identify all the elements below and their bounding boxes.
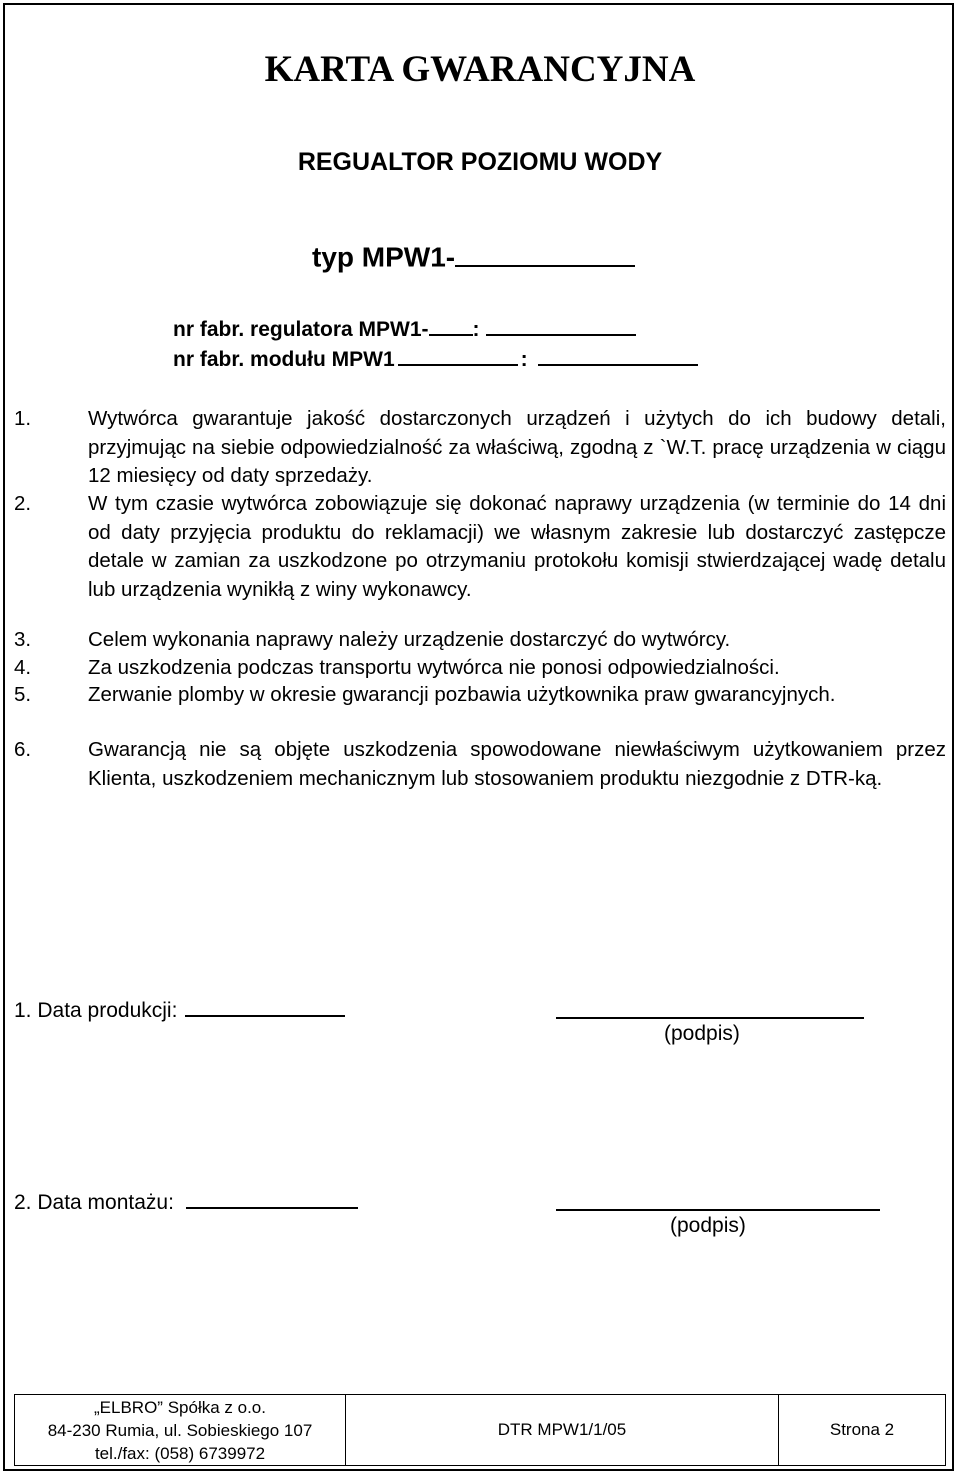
- installation-signature-label: (podpis): [670, 1214, 746, 1237]
- footer-document-code-cell: [346, 1395, 779, 1466]
- production-signature-line: [556, 1017, 864, 1019]
- footer-phone: tel./fax: (058) 6739972: [94, 1443, 266, 1463]
- serial-regulator-line: [173, 314, 636, 342]
- term-item-2: [14, 490, 946, 604]
- term-text: W tym czasie wytwórca zobowiązuje się dokonać naprawy urządzenia (w terminie do 14 dni od daty przyjęcia produktu do reklamacji) we własnym zakresie lub dostarczyć zastępcze detale w zamian za uszkodzone po otrzymaniu protokołu komisji stwierdzającej wadę detalu lub urządzenia wynikłą z winy wykonawcy.: [88, 492, 946, 601]
- term-number: 2.: [14, 492, 32, 515]
- serial-regulator-colon: :: [472, 317, 480, 341]
- production-date-label: 1. Data produkcji:: [14, 998, 178, 1022]
- term-text: Zerwanie plomby w okresie gwarancji pozbawia użytkownika praw gwarancyjnych.: [88, 683, 836, 706]
- serial-regulator-blank-1: [429, 314, 473, 336]
- term-item-6: [14, 736, 946, 793]
- term-text: Celem wykonania naprawy należy urządzenie dostarczyć do wytwórcy.: [88, 628, 731, 651]
- serial-module-label: nr fabr. modułu MPW1: [173, 347, 395, 371]
- footer-company-cell: [15, 1395, 346, 1466]
- footer-page-number: Strona 2: [829, 1420, 895, 1439]
- term-number: 1.: [14, 407, 32, 430]
- term-number: 6.: [14, 738, 32, 761]
- production-date-field: [14, 995, 345, 1023]
- footer-page-cell: [779, 1395, 946, 1466]
- installation-date-field: [14, 1187, 358, 1215]
- footer-address: 84-230 Rumia, ul. Sobieskiego 107: [47, 1420, 313, 1440]
- serial-module-line: [173, 344, 698, 372]
- serial-module-colon: :: [520, 347, 528, 371]
- production-date-blank: [185, 995, 345, 1017]
- term-item-3: [14, 626, 946, 655]
- document-subtitle: REGUALTOR POZIOMU WODY: [297, 148, 663, 176]
- term-text: Wytwórca gwarantuje jakość dostarczonych urządzeń i użytych do ich budowy detali, przyjmując na siebie odpowiedzialność za właściwą, zgodną z `W.T. pracę urządzenia w ciągu 12 miesięcy od daty sprzedaży.: [88, 407, 946, 487]
- serial-regulator-blank-2: [486, 314, 636, 336]
- footer-document-code: DTR MPW1/1/05: [497, 1420, 627, 1439]
- footer-table: [14, 1394, 946, 1466]
- serial-module-blank-2: [538, 344, 698, 366]
- type-blank: [455, 238, 635, 267]
- serial-regulator-label: nr fabr. regulatora MPW1-: [173, 317, 429, 341]
- term-item-1: [14, 405, 946, 491]
- type-line: [312, 238, 635, 274]
- document-title: KARTA GWARANCYJNA: [264, 49, 696, 90]
- term-item-4: [14, 654, 946, 683]
- installation-date-label: 2. Data montażu:: [14, 1190, 174, 1214]
- serial-module-blank-1: [398, 344, 518, 366]
- term-number: 5.: [14, 683, 32, 706]
- production-signature-label: (podpis): [664, 1022, 740, 1045]
- term-number: 3.: [14, 628, 32, 651]
- footer-company-name: „ELBRO” Spółka z o.o.: [94, 1397, 266, 1417]
- term-text: Za uszkodzenia podczas transportu wytwórca nie ponosi odpowiedzialności.: [88, 656, 780, 679]
- term-number: 4.: [14, 656, 32, 679]
- installation-date-blank: [186, 1187, 358, 1209]
- term-item-5: [14, 681, 946, 710]
- term-text: Gwarancją nie są objęte uszkodzenia spowodowane niewłaściwym użytkowaniem przez Klienta, uszkodzeniem mechanicznym lub stosowaniem produktu niezgodnie z DTR-ką.: [88, 738, 946, 790]
- type-label: typ MPW1-: [312, 241, 456, 273]
- installation-signature-line: [556, 1209, 880, 1211]
